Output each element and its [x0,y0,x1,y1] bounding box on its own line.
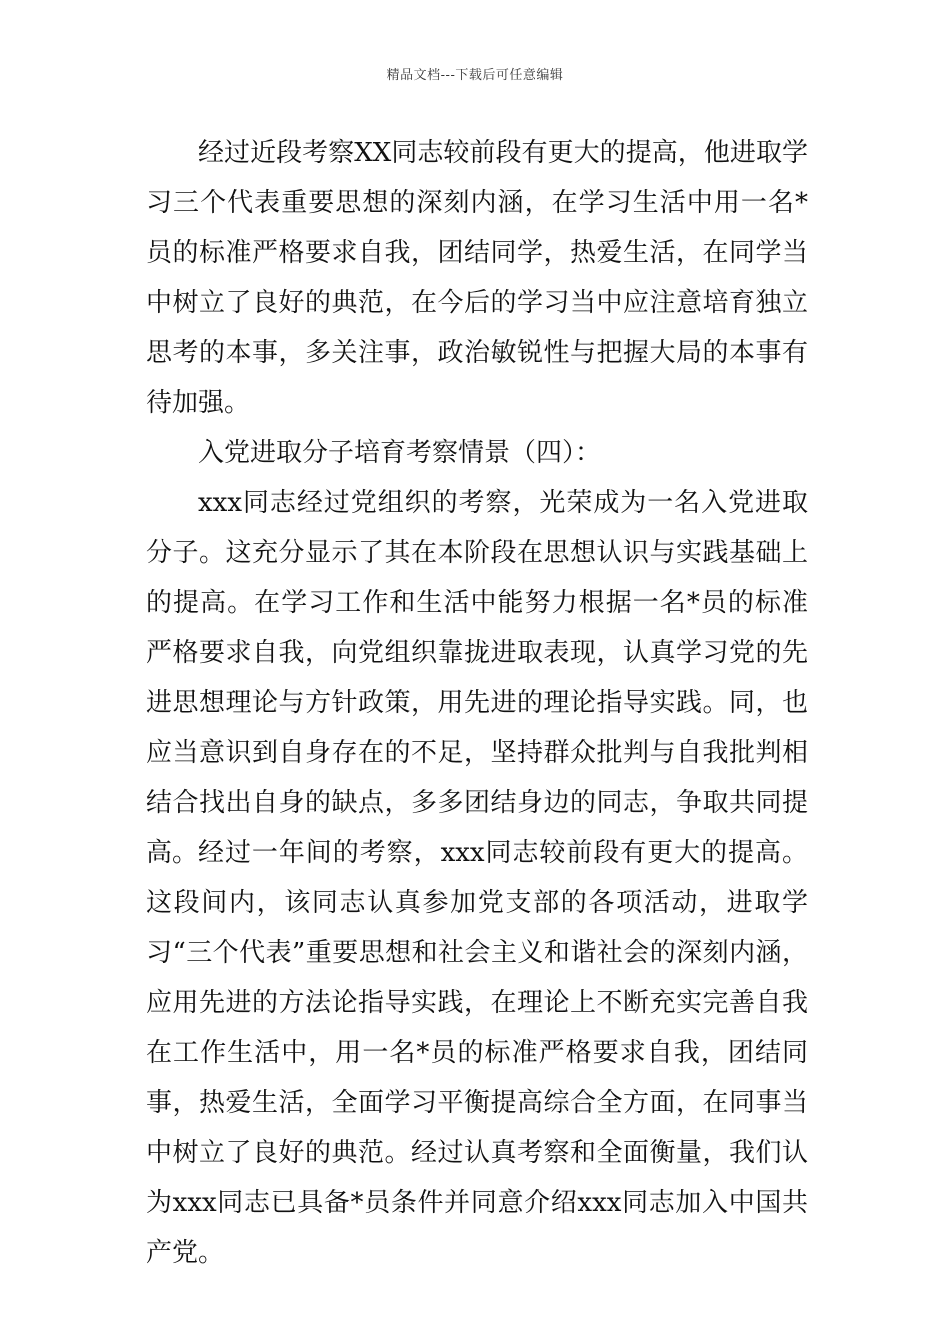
document-body [146,128,808,1268]
paragraph-assessment-2: xxx同志经过党组织的考察，光荣成为一名入党进取分子。这充分显示了其在本阶段在思想认识与实践基础上的提高。在学习工作和生活中能努力根据一名*员的标准严格要求自我，向党组织靠拢进取表现，认真学习党的先进思想理论与方针政策，用先进的理论指导实践。同，也应当意识到自身存在的不足，坚持群众批判与自我批判相结合找出自身的缺点，多多团结身边的同志，争取共同提高。 [146,488,808,868]
section-heading: 入党进取分子培育考察情景（四）： [198,438,602,468]
paragraph-assessment-1: 经过近段考察XX同志较前段有更大的提高，他进取学习三个代表重要思想的深刻内涵，在学习生活中用一名*员的标准严格要求自我，团结同学，热爱生活，在同学当中树立了良好的典范，在今后的学习当中应注意培育独立思考的本事，多关注事，政治敏锐性与把握大局的本事有待加强。 [146,138,808,418]
paragraph-assessment-3: 经过一年间的考察，xxx同志较前段有更大的提高。这段间内，该同志认真参加党支部的各项活动，进取学习“三个代表”重要思想和社会主义和谐社会的深刻内涵，应用先进的方法论指导实践，在理论上不断充实完善自我在工作生活中，用一名*员的标准严格要求自我，团结同事，热爱生活，全面学习平衡提高综合全方面，在同事当中树立了良好的典范。经过认真考察和全面衡量，我们认为xxx同志已具备*员条件并同意介绍xxx同志加入中国共产党。 [146,838,808,1268]
page-header: 精品文档---下载后可任意编辑 [386,68,564,83]
